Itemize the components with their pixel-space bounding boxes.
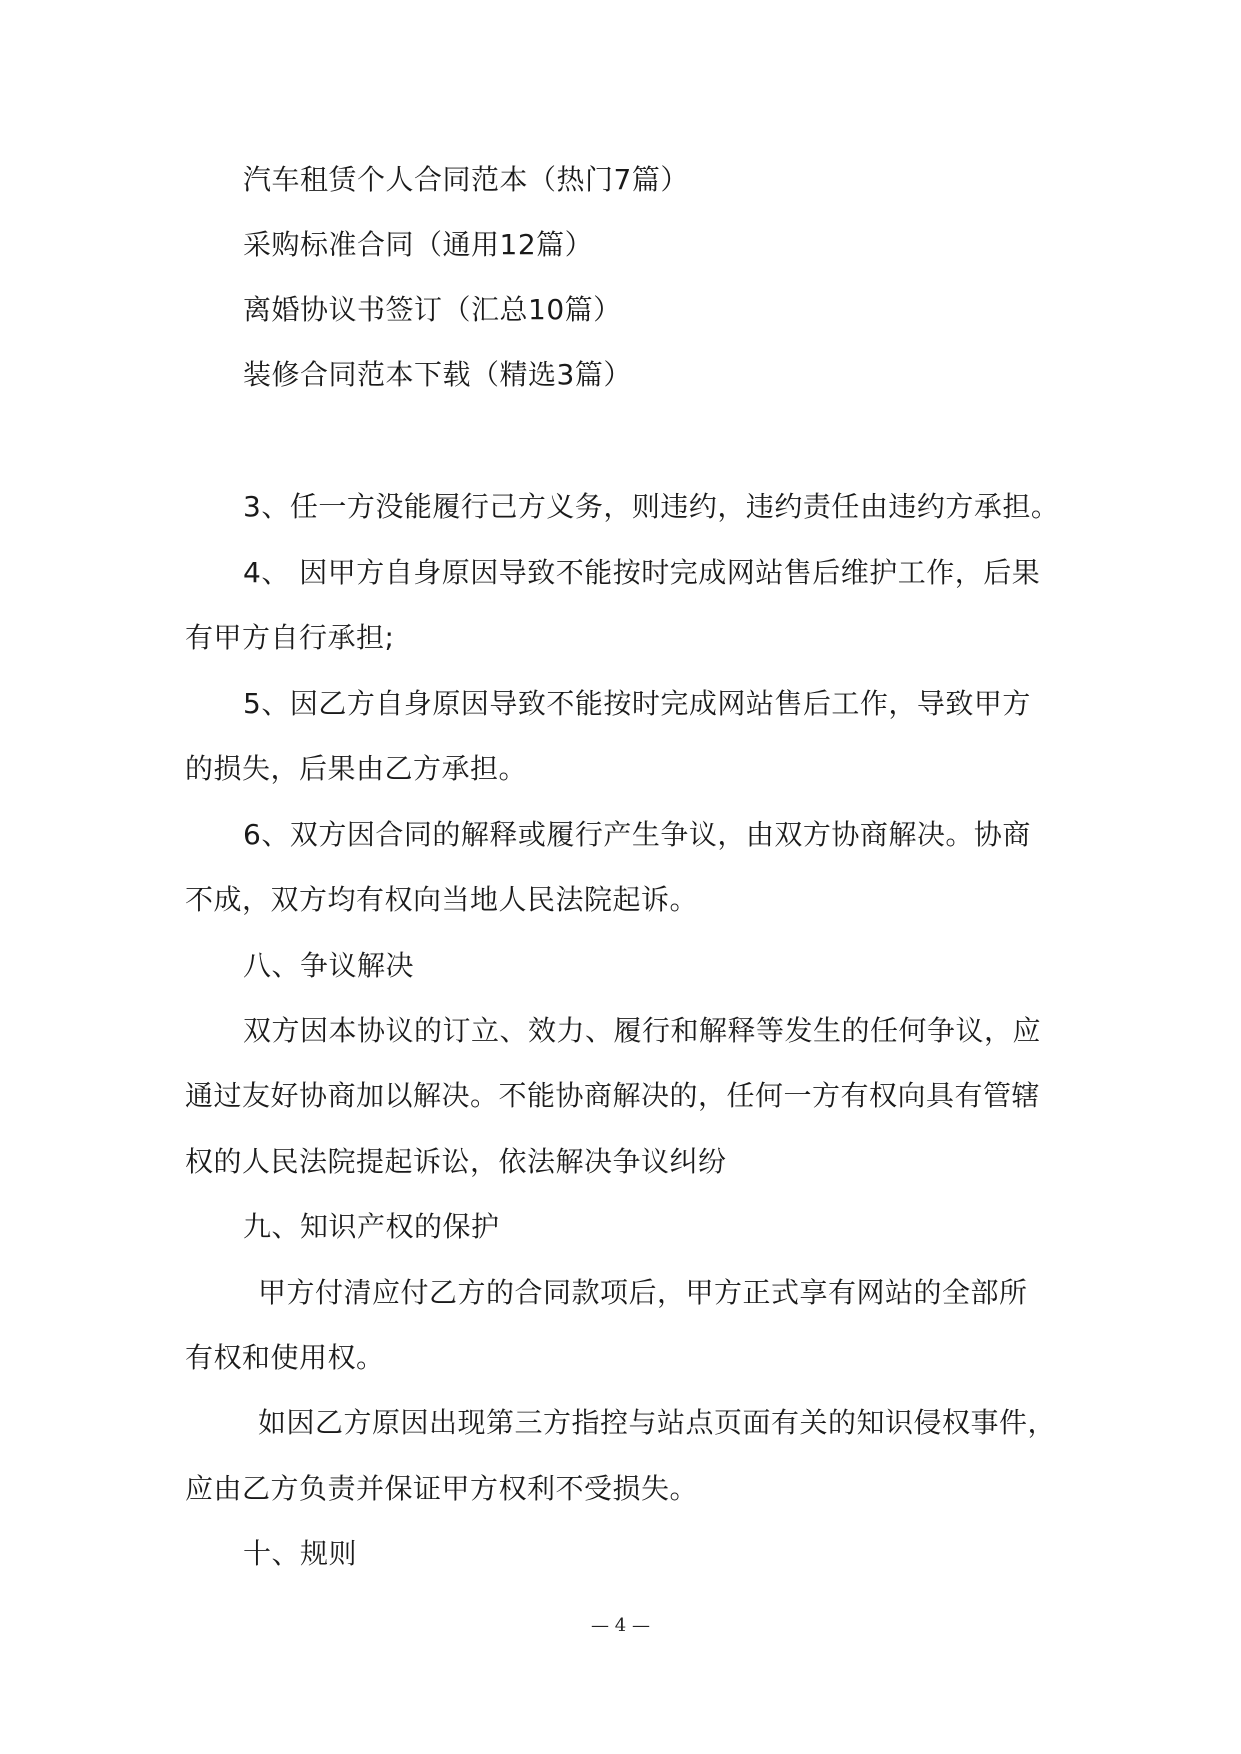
section-9-para-2-line-1: 如因乙方原因出现第三方指控与站点页面有关的知识侵权事件， (258, 1406, 1057, 1439)
related-link-procurement[interactable]: 采购标准合同（通用12篇） (243, 228, 594, 261)
clause-5-line-1: 5、因乙方自身原因导致不能按时完成网站售后工作，导致甲方 (243, 687, 1031, 720)
related-link-divorce[interactable]: 离婚协议书签订（汇总10篇） (243, 293, 622, 326)
section-9-para-2-line-2: 应由乙方负责并保证甲方权利不受损失。 (185, 1472, 699, 1505)
section-9-para-1-line-2: 有权和使用权。 (185, 1341, 385, 1374)
section-9-heading: 九、知识产权的保护 (243, 1210, 500, 1243)
clause-4-line-1: 4、 因甲方自身原因导致不能按时完成网站售后维护工作，后果 (243, 556, 1041, 589)
clause-6-line-2: 不成，双方均有权向当地人民法院起诉。 (185, 883, 699, 916)
section-9-para-1-line-1: 甲方付清应付乙方的合同款项后，甲方正式享有网站的全部所 (258, 1276, 1028, 1309)
clause-5-line-2: 的损失，后果由乙方承担。 (185, 752, 528, 785)
section-8-heading: 八、争议解决 (243, 949, 415, 982)
related-link-car-rental[interactable]: 汽车租赁个人合同范本（热门7篇） (243, 163, 689, 196)
related-link-renovation[interactable]: 装修合同范本下载（精选3篇） (243, 358, 632, 391)
page-number: — 4 — (591, 1615, 650, 1636)
section-8-line-2: 通过友好协商加以解决。不能协商解决的，任何一方有权向具有管辖 (185, 1079, 1041, 1112)
section-8-line-3: 权的人民法院提起诉讼，依法解决争议纠纷 (185, 1145, 727, 1178)
section-10-heading: 十、规则 (243, 1537, 358, 1570)
clause-3: 3、任一方没能履行己方义务，则违约，违约责任由违约方承担。 (243, 490, 1060, 523)
clause-6-line-1: 6、双方因合同的解释或履行产生争议，由双方协商解决。协商 (243, 818, 1031, 851)
section-8-line-1: 双方因本协议的订立、效力、履行和解释等发生的任何争议，应 (243, 1014, 1042, 1047)
clause-4-line-2: 有甲方自行承担; (185, 621, 395, 654)
